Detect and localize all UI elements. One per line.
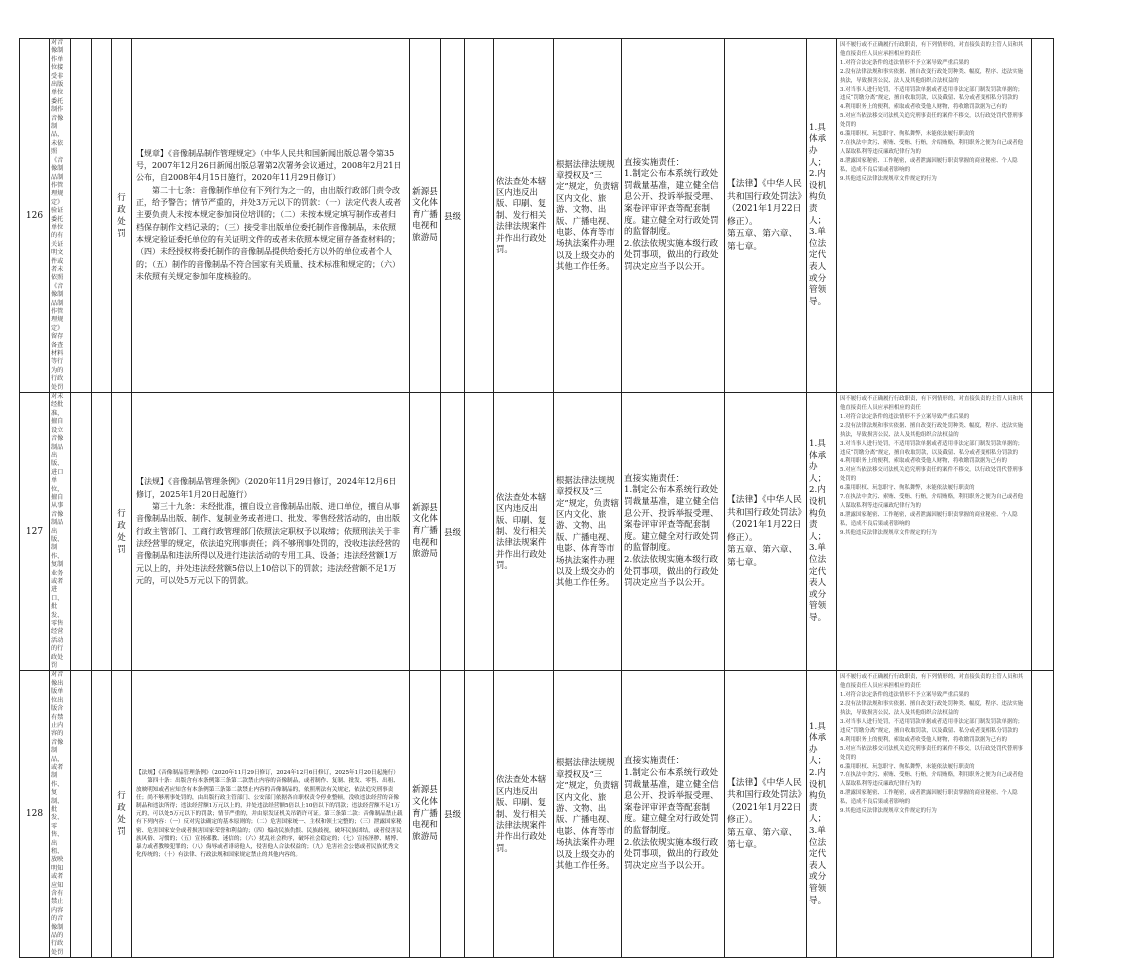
accountability-item: 2.没有法律法规和事实依据、擅自改变行政处罚种类、幅度，程序、违法实施执法，导致损害公民、法人及其他组织合法权益的: [840, 701, 1024, 717]
accountability-item: 5.对应当依法移交司法机关追究刑事责任的案件不移交，以行政处罚代替刑事处罚的: [840, 467, 1024, 483]
accountability-item: 7.在执法中贪污、索贿、受贿、行贿，介绍贿赂，利用职务之便为自己或者他人谋取私利等违反廉政纪律行为的: [840, 494, 1024, 509]
legal-basis-paragraph: 第二十七条：音像制作单位有下列行为之一的，由出版行政部门责令改正，给予警告；情节严重的，并处3万元以下的罚款：（一）法定代表人或者主要负责人未按本规定参加岗位培训的；（二）未按本规定填写制作或者归档保存制作文档记录的；（三）接受非出版单位委托制作音像制品，未依照本规定验证委托单位的有关证明文件的或者未依照本规定留存备查材料的；（四）未经授权将委托制作的音像制品提供给委托方以外的单位或者个人的；（五）制作的音像制品不符合国家有关质量、技术标准和规定的；（六）未依照有关规定参加年度核验的。: [136, 185, 402, 281]
accountability-item: 因不履行或不正确履行行政职责，有下列情形的，对直接负责的主管人员和其他直接责任人员应承担相应的责任: [840, 674, 1024, 690]
accountability-item: 1.对符合法定条件的违法情形不予立案导致严重后果的: [840, 692, 970, 699]
empty-cell: [465, 39, 494, 393]
accountability-item: 3.对当事人进行处罚，不适用罚款单据或者适用非法定部门制发罚款单据的；违反“罚缴分离”规定，擅自收取罚款，以及截留、私分或者变相私分罚款的: [840, 86, 1024, 102]
administrative-level: 县级: [441, 39, 465, 393]
implementing-department: 新源县文化体育广播电视和旅游局: [410, 393, 441, 671]
power-list-table: [19, 38, 1054, 958]
accountability-cases: [837, 671, 1032, 958]
accountability-item: 8.泄露国家秘密、工作秘密，或者泄露因履行职责掌握的商业秘密、个人隐私，造成不良后果或者影响的: [840, 790, 1018, 806]
accountability-item: 6.滥用职权、玩忽职守、徇私舞弊，未能依法履行职责的: [840, 131, 975, 138]
table-row: [20, 671, 1054, 958]
legal-basis-paragraph: 【规章】《音像制品制作管理规定》（中华人民共和国新闻出版总署令第35号，2007年12月26日新闻出版总署第2次署务会议通过，2008年2月21日公布，自2008年4月15日施行，2020年11月29日修订）: [136, 148, 402, 183]
accountability-item: 4.利用职务上的便利，索取或者收受他人财物，将收缴罚款据为己有的: [840, 736, 1007, 743]
accountability-item: 6.滥用职权、玩忽职守、徇私舞弊，未能依法履行职责的: [840, 763, 975, 770]
item-name: 对未经批准，擅自设立音像制品出版、进口单位，擅自从事音像制品出版、制作、复制业务或者进口、批发、零售经营活动的行政处罚: [50, 393, 71, 671]
item-type: 行政处罚: [112, 671, 132, 958]
row-number: 126: [20, 39, 50, 393]
row-number: 127: [20, 393, 50, 671]
accountability-item: 4.利用职务上的便利，索取或者收受他人财物，将收缴罚款据为己有的: [840, 458, 1007, 465]
accountability-item: 因不履行或不正确履行行政职责，有下列情形的，对直接负责的主管人员和其他直接责任人员应承担相应的责任: [840, 396, 1024, 411]
legal-basis-paragraph: 第四十条：出版含有本条例第三条第二款禁止内容的音像制品，或者制作、复制、批发、零售、出租、放映明知或者应知含有本条例第三条第二款禁止内容的音像制品的，依照刑法有关规定，依法追究刑事责任；尚不够刑事处罚的，由出版行政主管部门、公安部门依据各自职权责令停业整顿，没收违法经营的音像制品和违法所得；违法经营额1万元以上的，并处违法经营额5倍以上10倍以下的罚款；违法经营额不足1万元的，可以处5万元以下的罚款；情节严重的，并由原发证机关吊销许可证。第三条第二款：音像制品禁止载有下列内容：（一）反对宪法确定的基本原则的；（二）危害国家统一、主权和领土完整的；（三）泄露国家秘密、危害国家安全或者损害国家荣誉和利益的；（四）煽动民族仇恨、民族歧视，破坏民族团结，或者侵害民族风俗、习惯的；（五）宣扬邪教、迷信的；（六）扰乱社会秩序，破坏社会稳定的；（七）宣扬淫秽、赌博、暴力或者教唆犯罪的；（八）侮辱或者诽谤他人，侵害他人合法权益的；（九）危害社会公德或者民族优秀文化传统的；（十）有法律、行政法规和国家规定禁止的其他内容的。: [136, 778, 403, 859]
legal-basis: [132, 671, 410, 958]
accountability-item: 3.对当事人进行处罚，不适用罚款单据或者适用非法定部门制发罚款单据的；违反“罚缴分离”规定，擅自收取罚款，以及截留、私分或者变相私分罚款的: [840, 440, 1024, 456]
administrative-level: 县级: [441, 671, 465, 958]
empty-cell: [71, 393, 92, 671]
accountability-item: 1.对符合法定条件的违法情形不予立案导致严重后果的: [840, 59, 970, 66]
row-number: 128: [20, 671, 50, 958]
accountability-item: 6.滥用职权、玩忽职守、徇私舞弊，未能依法履行职责的: [840, 485, 975, 492]
legal-basis: [132, 39, 410, 393]
accountability-item: 1.对符合法定条件的违法情形不予立案导致严重后果的: [840, 413, 970, 420]
administrative-level: 县级: [441, 393, 465, 671]
implementing-department: 新源县文化体育广播电视和旅游局: [410, 39, 441, 393]
empty-cell: [1032, 39, 1054, 393]
accountability-item: 7.在执法中贪污、索贿、受贿、行贿，介绍贿赂，利用职务之便为自己或者他人谋取私利等违反廉政纪律行为的: [840, 139, 1024, 155]
responsibility-items: 直接实施责任： 1.制定公布本系统行政处罚裁量基准，建立健全信息公开、投诉举报受理、案卷评审评查等配套制度。建立健全对行政处罚的监督制度。 2.依法依规实施本级行政处罚事项，做出的行政处罚决定应当予以公开。: [622, 671, 725, 958]
law-reference: 【法律】《中华人民共和国行政处罚法》（2021年1月22日修正）。 第五章、第六章、第七章。: [725, 671, 807, 958]
duty-matter: 依法查处本辖区内违反出版、印刷、复制、发行相关法律法规案件并作出行政处罚。: [494, 671, 554, 958]
empty-cell: [71, 39, 92, 393]
accountability-item: 因不履行或不正确履行行政职责，有下列情形的，对直接负责的主管人员和其他直接责任人员应承担相应的责任: [840, 42, 1024, 57]
implementing-department: 新源县文化体育广播电视和旅游局: [410, 671, 441, 958]
accountability-item: 9.其他违反法律法规规章文件规定的行为: [840, 808, 937, 815]
responsible-subject: 1.具体承办人； 2.内设机构负责人； 3.单位法定代表人或分管领导。: [807, 671, 837, 958]
accountability-item: 9.其他违反法律法规规章文件规定的行为: [840, 175, 937, 182]
item-name: 对音像出版单位出版含有禁止内容的音像制品，或者制作、复制、批发、零售、出租、放映明知或者应知含有禁止内容的音像制品的行政处罚: [50, 671, 71, 958]
item-type: 行政处罚: [112, 39, 132, 393]
accountability-item: 5.对应当依法移交司法机关追究刑事责任的案件不移交，以行政处罚代替刑事处罚的: [840, 745, 1024, 761]
empty-cell: [465, 671, 494, 958]
law-reference: 【法律】《中华人民共和国行政处罚法》（2021年1月22日修正）。 第五章、第六章、第七章。: [725, 393, 807, 671]
empty-cell: [1032, 393, 1054, 671]
accountability-cases: [837, 39, 1032, 393]
responsibility-items: 直接实施责任： 1.制定公布本系统行政处罚裁量基准，建立健全信息公开、投诉举报受理、案卷评审评查等配套制度。建立健全对行政处罚的监督制度。 2.依法依规实施本级行政处罚事项，做出的行政处罚决定应当予以公开。: [622, 39, 725, 393]
accountability-item: 9.其他违反法律法规规章文件规定的行为: [840, 529, 937, 536]
empty-cell: [92, 393, 112, 671]
legal-basis-paragraph: 第三十九条：未经批准，擅自设立音像制品出版、进口单位，擅自从事音像制品出版、制作、复制业务或者进口、批发、零售经营活动的，由出版行政主管部门、工商行政管理部门依照法定职权予以取缔；依照刑法关于非法经营罪的规定，依法追究刑事责任；尚不够刑事处罚的，没收违法经营的音像制品和违法所得以及进行违法活动的专用工具、设备；违法经营额1万元以上的，并处违法经营额5倍以上10倍以下的罚款；违法经营额不足1万元的，可以处5万元以下的罚款。: [136, 502, 400, 585]
legal-basis: [132, 393, 410, 671]
accountability-item: 8.泄露国家秘密、工作秘密，或者泄露因履行职责掌握的商业秘密、个人隐私，造成不良后果或者影响的: [840, 511, 1018, 527]
item-type: 行政处罚: [112, 393, 132, 671]
empty-cell: [92, 671, 112, 958]
table-row: [20, 393, 1054, 671]
accountability-item: 7.在执法中贪污、索贿、受贿、行贿，介绍贿赂，利用职务之便为自己或者他人谋取私利等违反廉政纪律行为的: [840, 772, 1024, 788]
table-row: [20, 39, 1054, 393]
responsibility-basis: 根据法律法规规章授权及“三定”规定，负责辖区内文化、旅游、文物、出版、广播电视、电影、体育等市场执法案件办理以及上级交办的其他工作任务。: [554, 39, 622, 393]
responsibility-basis: 根据法律法规规章授权及“三定”规定，负责辖区内文化、旅游、文物、出版、广播电视、电影、体育等市场执法案件办理以及上级交办的其他工作任务。: [554, 671, 622, 958]
responsibility-basis: 根据法律法规规章授权及“三定”规定，负责辖区内文化、旅游、文物、出版、广播电视、电影、体育等市场执法案件办理以及上级交办的其他工作任务。: [554, 393, 622, 671]
legal-basis-paragraph: 【法规】《音像制品管理条例》（2020年11月29日修订，2024年12月6日修订，2025年1月20日起施行）: [136, 477, 397, 499]
empty-cell: [465, 393, 494, 671]
accountability-item: 4.利用职务上的便利，索取或者收受他人财物，将收缴罚款据为己有的: [840, 104, 1007, 111]
duty-matter: 依法查处本辖区内违反出版、印刷、复制、发行相关法律法规案件并作出行政处罚。: [494, 393, 554, 671]
accountability-cases: [837, 393, 1032, 671]
empty-cell: [71, 671, 92, 958]
responsible-subject: 1.具体承办人； 2.内设机构负责人； 3.单位法定代表人或分管领导。: [807, 393, 837, 671]
accountability-item: 2.没有法律法规和事实依据、擅自改变行政处罚种类、幅度，程序、违法实施执法，导致损害公民、法人及其他组织合法权益的: [840, 68, 1024, 84]
accountability-item: 2.没有法律法规和事实依据、擅自改变行政处罚种类、幅度，程序、违法实施执法，导致损害公民、法人及其他组织合法权益的: [840, 422, 1024, 438]
responsible-subject: 1.具体承办人； 2.内设机构负责人； 3.单位法定代表人或分管领导。: [807, 39, 837, 393]
legal-basis-paragraph: 【法规】《音像制品管理条例》（2020年11月29日修订，2024年12月6日修订，2025年1月20日起施行）: [136, 770, 399, 777]
accountability-item: 8.泄露国家秘密、工作秘密，或者泄露因履行职责掌握的商业秘密、个人隐私，造成不良后果或者影响的: [840, 157, 1018, 173]
accountability-item: 3.对当事人进行处罚，不适用罚款单据或者适用非法定部门制发罚款单据的；违反“罚缴分离”规定，擅自收取罚款，以及截留、私分或者变相私分罚款的: [840, 719, 1024, 734]
duty-matter: 依法查处本辖区内违反出版、印刷、复制、发行相关法律法规案件并作出行政处罚。: [494, 39, 554, 393]
responsibility-items: 直接实施责任： 1.制定公布本系统行政处罚裁量基准，建立健全信息公开、投诉举报受理、案卷评审评查等配套制度。建立健全对行政处罚的监督制度。 2.依法依规实施本级行政处罚事项，做出的行政处罚决定应当予以公开。: [622, 393, 725, 671]
item-name: 对音像制作单位接受非出版单位委托制作音像制品，未依照《音像制品制作管理规定》验证委托单位的有关证明文件或者未依照《音像制品制作管理规定》留存备查材料等行为的行政处罚: [50, 39, 71, 393]
law-reference: 【法律】《中华人民共和国行政处罚法》（2021年1月22日修正）。 第五章、第六章、第七章。: [725, 39, 807, 393]
empty-cell: [92, 39, 112, 393]
empty-cell: [1032, 671, 1054, 958]
accountability-item: 5.对应当依法移交司法机关追究刑事责任的案件不移交，以行政处罚代替刑事处罚的: [840, 113, 1024, 129]
